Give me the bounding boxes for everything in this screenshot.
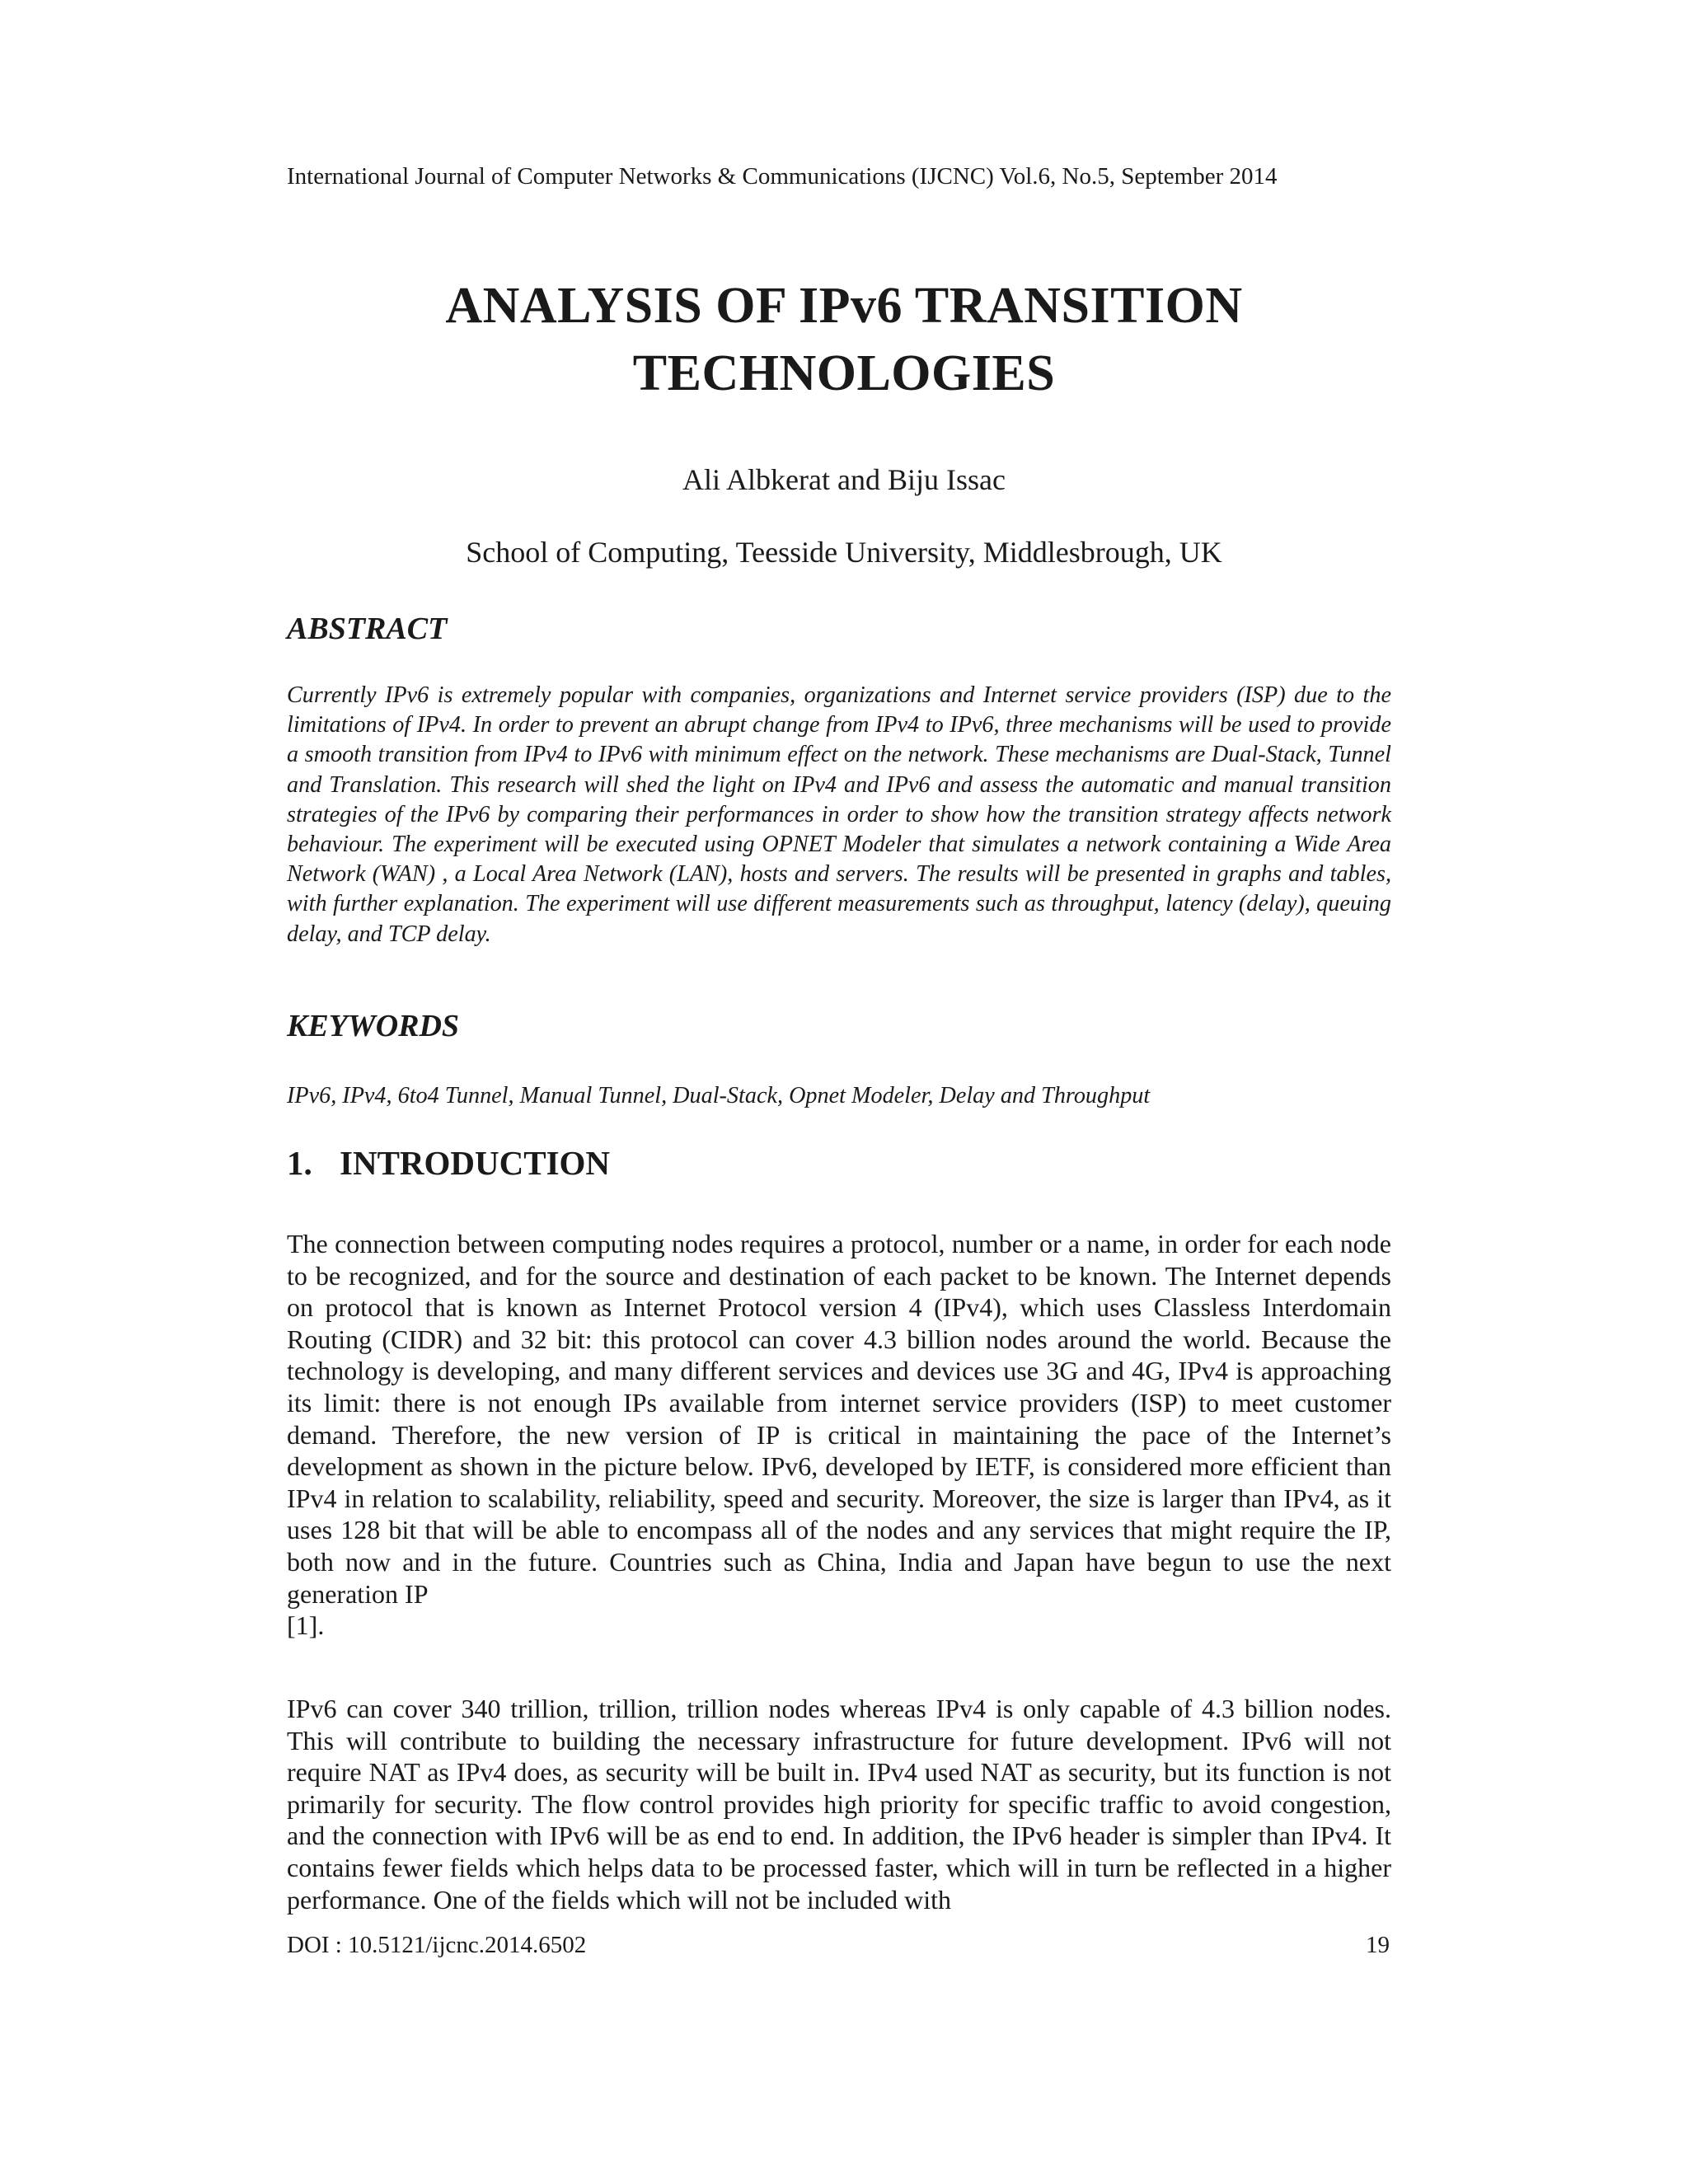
footer-doi: DOI : 10.5121/ijcnc.2014.6502 [287,1932,587,1958]
paper-title-line-2: TECHNOLOGIES [632,345,1056,401]
paper-title [287,272,1401,407]
section-number: 1. [287,1144,312,1182]
keywords-text: IPv6, IPv4, 6to4 Tunnel, Manual Tunnel, Dual-Stack, Opnet Modeler, Delay and Throughput [287,1083,1151,1108]
keywords-heading: KEYWORDS [287,1009,460,1043]
citation-ref-1: [1]. [287,1610,325,1641]
paper-affiliation: School of Computing, Teesside University, Middlesbrough, UK [466,536,1222,569]
section-heading-introduction [287,1142,610,1183]
abstract-text: Currently IPv6 is extremely popular with companies, organizations and Internet service providers (ISP) due to the limitations of IPv4. In order to prevent an abrupt change from IPv4 to IPv6, three mechanisms will be used to provide a smooth transition from IPv4 to IPv6 with minimum effect on the network. These mechanisms are Dual-Stack, Tunnel and Translation. This research will shed the light on IPv4 and IPv6 and assess the automatic and manual transition strategies of the IPv6 by comparing their performances in order to show how the transition strategy affects network behaviour. The experiment will be executed using OPNET Modeler that simulates a network containing a Wide Area Network (WAN) , a Local Area Network (LAN), hosts and servers. The results will be presented in graphs and tables, with further explanation. The experiment will use different measurements such as throughput, latency (delay), queuing delay, and TCP delay. [287,682,1391,947]
paper-authors: Ali Albkerat and Biju Issac [682,463,1006,496]
paper-title-line-1: ANALYSIS OF IPv6 TRANSITION [445,278,1243,334]
section-title: INTRODUCTION [340,1144,611,1182]
abstract-heading: ABSTRACT [287,612,448,646]
running-header: International Journal of Computer Networks & Communications (IJCNC) Vol.6, No.5, September 2014 [287,163,1278,190]
introduction-paragraph-2: IPv6 can cover 340 trillion, trillion, trillion nodes whereas IPv4 is only capable of 4.3 billion nodes. This will contribute to building the necessary infrastructure for future development. IPv6 will not require NAT as IPv4 does, as security will be built in. IPv4 used NAT as security, but its function is not primarily for security. The flow control provides high priority for specific traffic to avoid congestion, and the connection with IPv6 will be as end to end. In addition, the IPv6 header is simpler than IPv4. It contains fewer fields which helps data to be processed faster, which will in turn be reflected in a higher performance. One of the fields which will not be included with [287,1694,1391,1915]
footer-page-number: 19 [1366,1932,1390,1958]
paragraph-1-text: The connection between computing nodes requires a protocol, number or a name, in order for each node to be recognized, and for the source and destination of each packet to be known. The Internet depends on protocol that is known as Internet Protocol version 4 (IPv4), which uses Classless Interdomain Routing (CIDR) and 32 bit: this protocol can cover 4.3 billion nodes around the world. Because the technology is developing, and many different services and devices use 3G and 4G, IPv4 is approaching its limit: there is not enough IPs available from internet service providers (ISP) to meet customer demand. Therefore, the new version of IP is critical in maintaining the pace of the Internet’s development as shown in the picture below. IPv6, developed by IETF, is considered more efficient than IPv4 in relation to scalability, reliability, speed and security. Moreover, the size is larger than IPv4, as it uses 128 bit that will be able to encompass all of the nodes and any services that might require the IP, both now and in the future. Countries such as China, India and Japan have begun to use the next generation IP [287,1229,1391,1609]
introduction-paragraph-1 [287,1228,1391,1642]
